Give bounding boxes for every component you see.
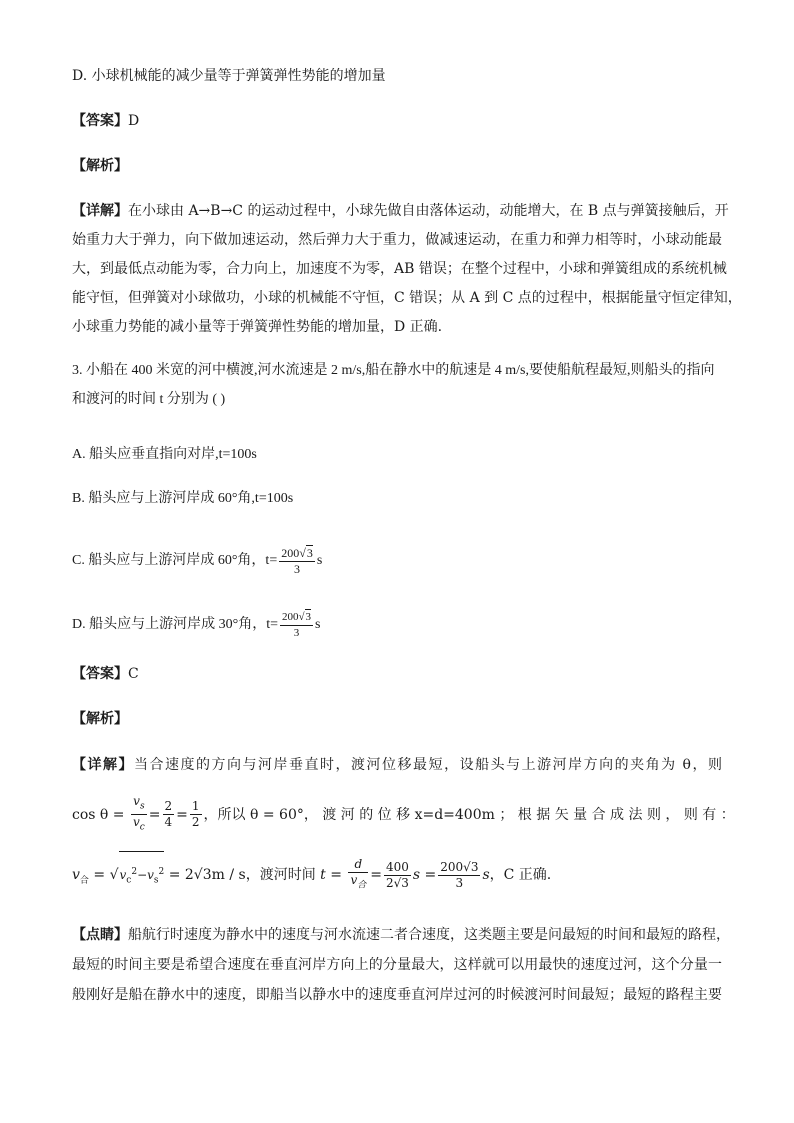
q3-option-d: D. 船头应与上游河岸成 30°角，t= $\frac{200√3}{3}$ s (72, 610, 321, 639)
q2-answer (72, 111, 139, 131)
answer-tag: 【答案】 (72, 113, 128, 129)
detail-text: 在小球由 A→B→C 的运动过程中，小球先做自由落体运动，动能增大，在 B 点与弹簧接触后，开 (128, 203, 729, 219)
q3-option-c: C. 船头应与上游河岸成 60°角，t= $\frac{200√3}{3}$ s (72, 545, 323, 576)
q3-comment-line-2: 最短的时间主要是希望合速度在垂直河岸方向上的分量最大，这样就可以用最快的速度过河，这个分量一 (72, 957, 722, 973)
q3-comment-line-1: 【点睛】船航行时速度为静水中的速度与河水流速二者合速度，这类题主要是问最短的时间和最短的路程， (72, 927, 730, 943)
q3-stem-line-2: 和渡河的时间 t 分别为 ( ) (72, 392, 226, 407)
q2-detail-line-4: 能守恒，但弹簧对小球做功，小球的机械能不守恒，C 错误；从 A 到 C 点的过程中，根据能量守恒定律知， (72, 290, 742, 306)
d-over-v: $\frac{d}{v_合}$ (350, 856, 367, 891)
q3-detail-line-3: $v_合 = √v_c^2-v_s^2 = 2√3m / s$，渡河时间 t = $\frac{d}{v_合}$ = $\frac{400}{2√3}$ s = $\frac{200√3}{3}$ s，C 正确. (72, 851, 551, 901)
q3-stem-line-1: 3. 小船在 400 米宽的河中横渡,河水流速是 2 m/s,船在静水中的航速是 4 m/s,要使船航程最短,则船头的指向 (72, 363, 715, 378)
vs-over-vc: $\frac{v_s}{v_c}$ (132, 794, 145, 833)
q2-analysis-tag (72, 156, 128, 176)
q2-detail-line-2: 始重力大于弹力，向下做加速运动，然后弹力大于重力，做减速运动，在重力和弹力相等时，小球动能最 (72, 232, 722, 248)
q3-detail-line-2: cos θ = $\frac{v_s}{v_c}$ = $\frac{2}{4}$ = $\frac{1}{2}$ ，所以 θ = 60°， 渡 河 的 位 移 x=d=400m ； 根 据 矢 量 合 成 法 则 ， 则 有 ： (72, 794, 735, 836)
q2-detail-line-3: 大，到最低点动能为零，合力向上，加速度不为零，AB 错误；在整个过程中，小球和弹簧组成的系统机械 (72, 261, 727, 277)
q3-answer (72, 664, 139, 684)
q3-comment-line-3: 般刚好是船在静水中的速度，即船当以静水中的速度垂直河岸过河的时候渡河时间最短；最短的路程主要 (72, 987, 722, 1003)
q2-option-d: D. 小球机械能的减少量等于弹簧弹性势能的增加量 (72, 68, 386, 84)
comment-tag: 【点睛】 (72, 927, 128, 943)
sqrt-expression: $√v_c^2-v_s^2$ (110, 867, 165, 883)
answer-value: C (128, 666, 139, 682)
analysis-tag: 【解析】 (72, 158, 128, 174)
answer-value: D (128, 113, 140, 129)
q3-option-b: B. 船头应与上游河岸成 60°角,t=100s (72, 491, 294, 506)
q2-detail-line-5: 小球重力势能的减小量等于弹簧弹性势能的增加量，D 正确. (72, 319, 443, 335)
analysis-tag: 【解析】 (72, 711, 128, 727)
q2-detail-line-1 (72, 201, 729, 221)
q3-detail-line-1: 【详解】当合速度的方向与河岸垂直时，渡河位移最短，设船头与上游河岸方向的夹角为 θ，则 (72, 757, 722, 773)
q3-analysis-tag (72, 709, 128, 729)
q3-option-a: A. 船头应垂直指向对岸,t=100s (72, 447, 257, 462)
option-d-fraction: $\frac{200√3}{3}$ (282, 610, 312, 639)
detail-tag: 【详解】 (72, 203, 128, 219)
option-c-fraction: $\frac{200√3}{3}$ (281, 545, 313, 576)
answer-tag: 【答案】 (72, 666, 128, 682)
detail-tag: 【详解】 (72, 757, 135, 773)
